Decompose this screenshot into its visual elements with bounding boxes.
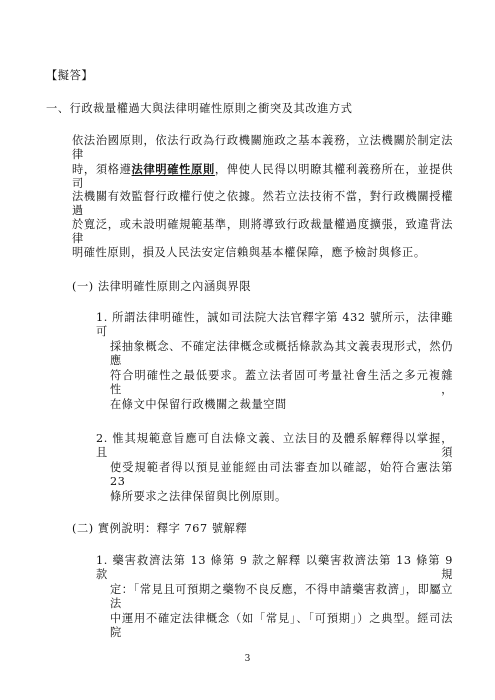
section-title: 一、行政裁量權過大與法律明確性原則之衝突及其改進方式: [46, 102, 353, 115]
intro-line-2-post: ，俾使人民得以明瞭其權利義務所在，並提供司: [72, 163, 453, 190]
highlight-term: 法律明確性原則: [131, 162, 215, 176]
sub1-item2-line-1: 2. 惟其規範意旨應可自法條文義、立法目的及體系解釋得以掌握，且須: [96, 432, 453, 459]
intro-line-2-pre: 時，須格遵: [72, 163, 132, 176]
intro-line-4: 於寬泛，或未設明確規範基準，則將導致行政裁量權過度擴張，致違背法律: [72, 218, 453, 245]
intro-line-3: 法機關有效監督行政權行使之依據。然若立法技術不當，對行政機關授權過: [72, 190, 453, 217]
sub1-item1-line-4: 在條文中保留行政機關之裁量空間: [110, 398, 287, 411]
sub1-item2-line-3: 條所要求之法律保留與比例原則。: [110, 490, 287, 503]
sub2-item1-line-1: 1. 藥害救濟法第 13 條第 9 款之解釋 以藥害救濟法第 13 條第 9 款規: [96, 554, 453, 581]
sub1-item2-line-2: 使受規範者得以預見並能經由司法審查加以確認，始符合憲法第 23: [110, 461, 453, 488]
sub1-item1-line-1: 1. 所謂法律明確性，誠如司法院大法官釋字第 432 號所示，法律雖可: [96, 311, 453, 338]
subsection-title-1: (一) 法律明確性原則之內涵與界限: [72, 280, 252, 293]
sub1-item1-line-2: 採抽象概念、不確定法律概念或概括條款為其文義表現形式，然仍應: [110, 340, 453, 367]
subsection-title-2: (二) 實例說明：釋字 767 號解釋: [72, 522, 248, 535]
sub2-item1-line-3: 中運用不確定法律概念（如「常見」、「可預期」）之典型。經司法院: [110, 612, 453, 639]
sub1-item1-line-3: 符合明確性之最低要求。蓋立法者固可考量社會生活之多元複雜性，: [110, 369, 453, 396]
sub2-item1-line-2: 定：「常見且可預期之藥物不良反應，不得申請藥害救濟」，即屬立法: [110, 583, 453, 610]
intro-line-1: 依法治國原則，依法行政為行政機關施政之基本義務，立法機關於制定法律: [72, 134, 453, 161]
intro-line-5: 明確性原則，損及人民法安定信賴與基本權保障，應予檢討與修正。: [72, 246, 426, 259]
answer-heading: 【擬答】: [46, 69, 94, 82]
page-number: 3: [244, 654, 251, 664]
intro-line-2: [72, 162, 453, 190]
